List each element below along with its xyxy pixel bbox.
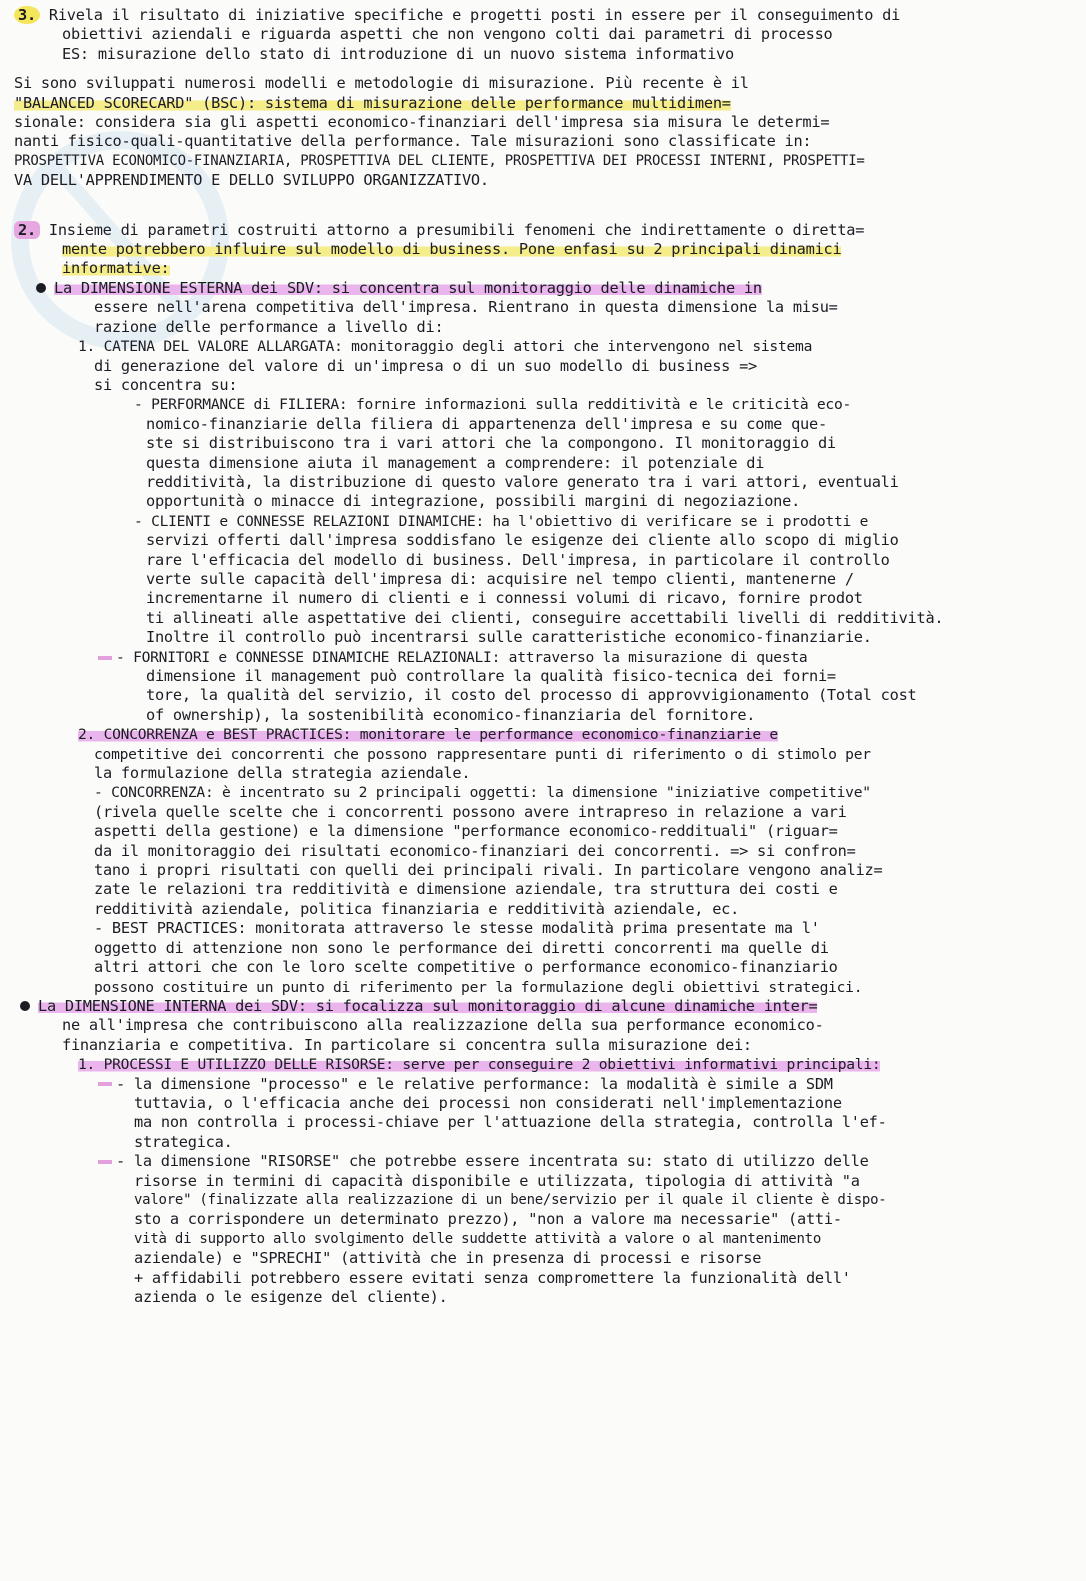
section-2-line-3 <box>14 259 1074 278</box>
best-practices-line-1: - BEST PRACTICES: monitorata attraverso le stesse modalità prima presentate ma l' <box>94 919 820 938</box>
section-2-number: 2. <box>14 221 40 239</box>
section-2-text-3: informative: <box>62 259 170 278</box>
risorse-line-1: - la dimensione "RISORSE" che potrebbe essere incentrata su: stato di utilizzo delle <box>14 1152 1074 1171</box>
handwritten-content <box>14 6 1074 1307</box>
concorrenza-line-3: aspetti della gestione) e la dimensione "performance economico-reddituali" (riguar= <box>94 822 838 841</box>
esterna-item-1-line-1: di generazione del valore di un'impresa o di un suo modello di business => <box>94 356 758 375</box>
processo-line-3: ma non controlla i processi-chiave per l'attuazione della strategia, controlla l'ef- <box>134 1113 887 1132</box>
esterna-heading-text: La DIMENSIONE ESTERNA dei SDV: si concentra sul monitoraggio delle dinamiche in <box>54 278 762 297</box>
concorrenza-line-6: zate le relazioni tra redditività e dimensione aziendale, tra struttura dei costi e <box>94 880 838 899</box>
section-3-line-2: obiettivi aziendali e riguarda aspetti che non vengono colti dai parametri di processo <box>62 25 833 44</box>
bsc-line-5: PROSPETTIVA ECONOMICO-FINANZIARIA, PROSPETTIVA DEL CLIENTE, PROSPETTIVA DEI PROCESSI INTERNI, PROSPETTI= <box>14 152 865 169</box>
bsc-line-3: sionale: considera sia gli aspetti economico-finanziari dell'impresa sia misura le determi= <box>14 113 830 132</box>
interna-heading <box>14 997 1074 1016</box>
risorse-line-4: sto a corrispondere un determinato prezzo), "non a valore ma necessarie" (atti- <box>134 1210 842 1229</box>
clienti-line-3: rare l'efficacia del modello di business. Dell'impresa, in particolare il controllo <box>146 550 890 569</box>
processo-line-1: - la dimensione "processo" e le relative performance: la modalità è simile a SDM <box>14 1075 1074 1094</box>
section-2-text-1: Insieme di parametri costruiti attorno a presumibili fenomeni che indirettamente o diretta= <box>48 220 865 239</box>
interna-heading-text: La DIMENSIONE INTERNA dei SDV: si focalizza sul monitoraggio di alcune dinamiche inter= <box>38 996 818 1015</box>
fornitori-line-1: - FORNITORI e CONNESSE DINAMICHE RELAZIONALI: attraverso la misurazione di questa <box>14 648 1074 667</box>
concorrenza-line-1: - CONCORRENZA: è incentrato su 2 principali oggetti: la dimensione "iniziative competitive" <box>94 784 871 802</box>
fornitori-line-4: of ownership), la sostenibilità economico-finanziaria del fornitore. <box>146 705 756 724</box>
concorrenza-line-4: da il monitoraggio dei risultati economico-finanziari dei concorrenti. => si confron= <box>94 841 856 860</box>
section-2 <box>14 221 1074 1308</box>
filiera-line-6: opportunità o minacce di integrazione, possibili margini di negoziazione. <box>146 492 801 511</box>
clienti-line-7: Inoltre il controllo può incentrarsi sulle caratteristiche economico-finanziarie. <box>146 628 872 647</box>
section-2-text-2: mente potrebbero influire sul modello di business. Pone enfasi su 2 principali dinamici <box>62 240 842 259</box>
esterna-item-1-line-2: si concentra su: <box>94 375 238 394</box>
balanced-scorecard-label: "BALANCED SCORECARD" (BSC): sistema di misurazione delle performance multidimen= <box>14 93 731 112</box>
section-2-line-1 <box>14 221 1074 240</box>
interna-line-1: ne all'impresa che contribuiscono alla realizzazione della sua performance economico- <box>62 1016 824 1035</box>
esterna-heading <box>14 279 1074 298</box>
risorse-line-2: risorse in termini di capacità disponibile e utilizzata, tipologia di attività "a <box>134 1171 860 1190</box>
clienti-line-4: verte sulle capacità dell'impresa di: acquisire nel tempo clienti, mantenerne / <box>146 569 854 588</box>
filiera-line-3: ste si distribuiscono tra i vari attori che la compongono. Il monitoraggio di <box>146 434 836 453</box>
concorrenza-line-2: (rivela quelle scelte che i concorrenti possono avere intrapreso in relazione a vari <box>94 802 847 821</box>
bullet-icon <box>36 283 46 293</box>
bsc-line-6: VA DELL'APPRENDIMENTO E DELLO SVILUPPO ORGANIZZATIVO. <box>14 171 489 190</box>
clienti-line-2: servizi offerti dall'impresa soddisfano le esigenze dei cliente allo scopo di miglio <box>146 531 899 550</box>
processo-line-2: tuttavia, o l'efficacia anche dei processi non considerati nell'implementazione <box>134 1093 842 1112</box>
filiera-line-4: questa dimensione aiuta il management a comprendere: il potenziale di <box>146 453 765 472</box>
interna-line-2: finanziaria e competitiva. In particolare si concentra sulla misurazione dei: <box>62 1035 752 1054</box>
concorrenza-line-7: redditività aziendale, politica finanziaria e redditività aziendale, ec. <box>94 899 740 918</box>
filiera-line-1: - PERFORMANCE di FILIERA: fornire informazioni sulla redditività e le criticità eco- <box>134 396 852 414</box>
section-3-line-1 <box>14 6 1074 25</box>
esterna-item-1-title: 1. CATENA DEL VALORE ALLARGATA: monitoraggio degli attori che intervengono nel sistema <box>78 338 813 356</box>
bsc-line-1: Si sono sviluppati numerosi modelli e metodologie di misurazione. Più recente è il <box>14 74 749 93</box>
bsc-line-2 <box>14 94 1074 113</box>
esterna-line-1: essere nell'arena competitiva dell'impresa. Rientrano in questa dimensione la misu= <box>94 298 838 317</box>
risorse-line-6: aziendale) e "SPRECHI" (attività che in presenza di processi e risorse <box>134 1249 762 1268</box>
section-3-text-1: Rivela il risultato di iniziative specifiche e progetti posti in essere per il conseguimento di <box>48 6 901 24</box>
processo-line-4: strategica. <box>134 1132 233 1151</box>
section-3 <box>14 6 1074 191</box>
bsc-line-4: nanti fisico-quali-quantitative della performance. Tale misurazioni sono classificate in: <box>14 132 812 151</box>
filiera-line-5: redditività, la distribuzione di questo valore generato tra i vari attori, eventuali <box>146 472 899 491</box>
esterna-item-2-line-2: la formulazione della strategia aziendale. <box>94 764 471 783</box>
risorse-line-8: azienda o le esigenze del cliente). <box>134 1288 448 1306</box>
bullet-icon <box>20 1001 30 1011</box>
clienti-line-6: ti allineati alle aspettative dei clienti, conseguire accettabili livelli di redditività. <box>146 608 944 627</box>
section-2-line-2 <box>14 240 1074 259</box>
risorse-line-7: + affidabili potrebbero essere evitati senza compromettere la funzionalità dell' <box>134 1268 851 1287</box>
esterna-item-2-title <box>14 725 1074 744</box>
best-practices-line-3: altri attori che con le loro scelte competitive o performance economico-finanziario <box>94 958 838 977</box>
risorse-line-5: vità di supporto allo svolgimento delle suddette attività a valore o al mantenimento <box>134 1230 822 1247</box>
esterna-item-2-line-1: competitive dei concorrenti che possono rappresentare punti di riferimento o di stimolo per <box>94 745 871 763</box>
esterna-line-2: razione delle performance a livello di: <box>94 317 444 336</box>
concorrenza-line-5: tano i propri risultati con quelli dei principali rivali. In particolare vengono analiz= <box>94 861 883 880</box>
clienti-line-5: incrementarne il numero di clienti e i connessi volumi di ricavo, fornire prodot <box>146 589 863 608</box>
interna-item-1-title-text: 1. PROCESSI E UTILIZZO DELLE RISORSE: serve per conseguire 2 obiettivi informativi principali: <box>78 1056 881 1074</box>
clienti-line-1: - CLIENTI e CONNESSE RELAZIONI DINAMICHE: ha l'obiettivo di verificare se i prodotti e <box>134 512 869 530</box>
esterna-item-2-title-text: 2. CONCORRENZA e BEST PRACTICES: monitorare le performance economico-finanziarie e <box>78 726 778 744</box>
interna-item-1-title <box>14 1055 1074 1074</box>
best-practices-line-2: oggetto di attenzione non sono le performance dei diretti concorrenti ma quelle di <box>94 938 829 957</box>
best-practices-line-4: possono costituire un punto di riferimento per la formulazione degli obiettivi strategici. <box>94 978 863 996</box>
fornitori-line-2: dimensione il management può controllare la qualità fisico-tecnica dei forni= <box>146 667 836 685</box>
fornitori-line-3: tore, la qualità del servizio, il costo del processo di approvvigionamento (Total cost <box>146 686 917 705</box>
risorse-line-3: valore" (finalizzate alla realizzazione di un bene/servizio per il quale il cliente è dispo- <box>134 1191 887 1208</box>
section-3-number: 3. <box>14 6 40 24</box>
filiera-line-2: nomico-finanziarie della filiera di appartenenza dell'impresa e su come que- <box>146 414 827 433</box>
section-3-line-3: ES: misurazione dello stato di introduzione di un nuovo sistema informativo <box>62 44 734 63</box>
